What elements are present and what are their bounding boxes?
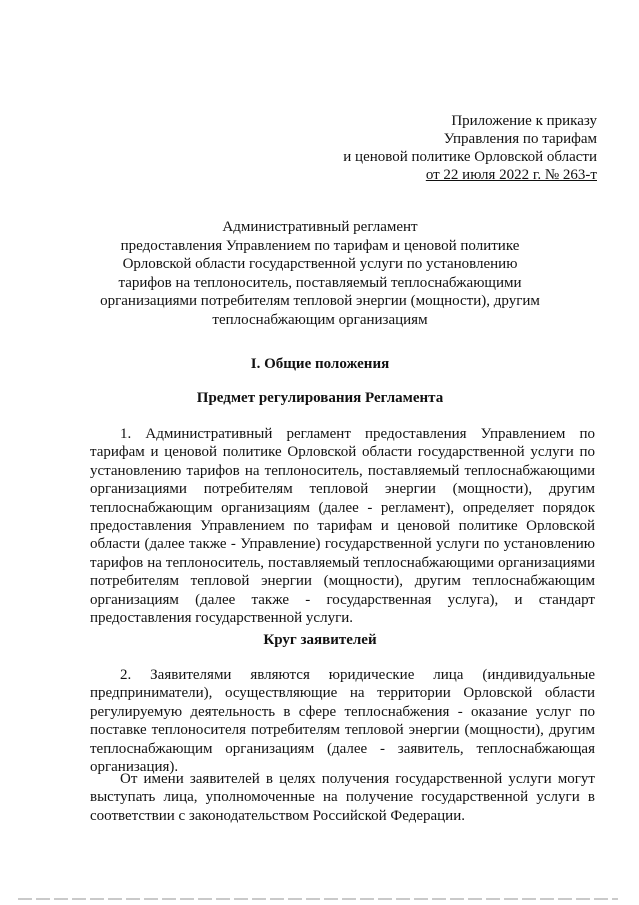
title-line-4: тарифов на теплоноситель, поставляемый теплоснабжающими xyxy=(118,274,522,291)
paragraph-2: 2. Заявителями являются юридические лица (индивидуальные предприниматели), осуществляющие на территории Орловской области регулируемую деятельность в сфере теплоснабжения - оказание услуг по поставке теплоносителя потребителям тепловой энергии (мощности), другим теплоснабжающим организациям (далее - заявитель, теплоснабжающая организация). xyxy=(90,667,595,776)
title-line-3: Орловской области государственной услуги по установлению xyxy=(122,256,518,272)
subheading-subject: Предмет регулирования Регламента xyxy=(196,390,444,406)
paragraph-3: От имени заявителей в целях получения государственной услуги могут выступать лица, уполномоченные на получение государственной услуги в соответствии с законодательством Российской Федерации. xyxy=(90,771,595,824)
appendix-line-1: Приложение к приказу xyxy=(451,113,597,129)
title-line-5: организациями потребителям тепловой энергии (мощности), другим xyxy=(100,293,540,309)
title-line-2: предоставления Управлением по тарифам и ценовой политике xyxy=(120,237,520,254)
title-line-6: теплоснабжающим организациям xyxy=(212,311,428,328)
paragraph-1: 1. Административный регламент предоставления Управлением по тарифам и ценовой политике Орловской области государственной услуги по установлению тарифов на теплоноситель, поставляемый теплоснабжающими организациями потребителям тепловой энергии (мощности), другим теплоснабжающим организациям (далее - регламент), определяет порядок предоставления Управлением по тарифам и ценовой политике Орловской области (далее также - Управление) государственной услуги по установлению тарифов на теплоноситель, поставляемый теплоснабжающими организациями потребителям тепловой энергии (мощности), другим теплоснабжающим организациям (далее также - государственная услуга), и стандарт предоставления государственной услуги. xyxy=(90,426,595,627)
title-line-1: Административный регламент xyxy=(222,219,418,235)
appendix-line-2: Управления по тарифам xyxy=(443,131,597,147)
section-heading-applicants: Круг заявителей xyxy=(263,632,377,648)
scan-footer-rule xyxy=(18,898,618,900)
document-title xyxy=(60,218,580,329)
appendix-line-3: и ценовой политике Орловской области xyxy=(343,149,597,165)
appendix-order-date: от 22 июля 2022 г. № 263-т xyxy=(425,167,597,183)
section-heading-general: I. Общие положения xyxy=(250,356,390,372)
appendix-header xyxy=(317,112,597,184)
